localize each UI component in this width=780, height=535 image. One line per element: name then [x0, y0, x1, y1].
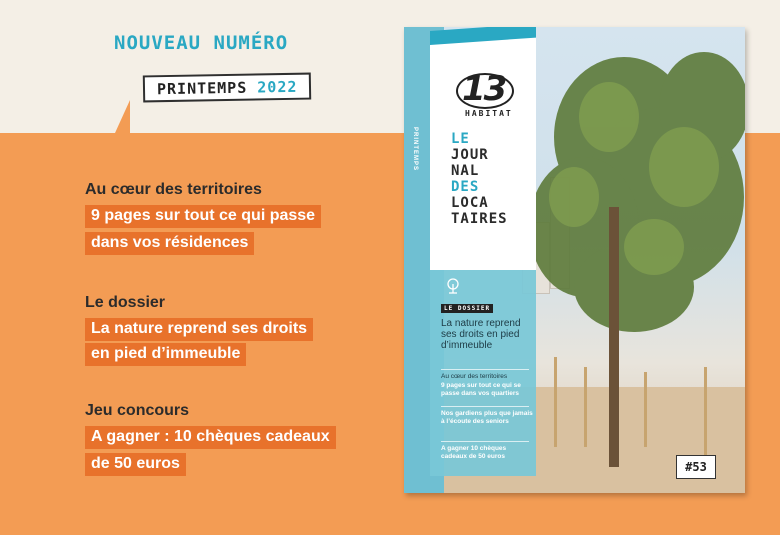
- divider: [441, 406, 529, 407]
- tree-icon: [446, 278, 460, 294]
- cover-item-heading: Au cœur des territoires: [441, 373, 508, 380]
- section-highlight-line: La nature reprend ses droits: [85, 318, 313, 341]
- section-territoires: [85, 181, 321, 259]
- habitat-logo: [462, 69, 505, 109]
- journal-title-line: TAIRES: [451, 211, 508, 227]
- section-highlight-line: dans vos résidences: [85, 232, 254, 255]
- cover-item-text: 9 pages sur tout ce qui se passe dans vos quartiers: [441, 382, 521, 397]
- magazine-cover: [404, 27, 745, 493]
- section-highlight-line: de 50 euros: [85, 453, 186, 476]
- tree-photo: [514, 47, 745, 387]
- section-concours: [85, 402, 336, 480]
- stake-image: [584, 367, 587, 447]
- stake-image: [554, 357, 557, 447]
- spine-label: PRINTEMPS: [412, 127, 418, 172]
- season-label: PRINTEMPS: [156, 78, 248, 99]
- journal-title-line: JOUR: [451, 147, 489, 163]
- logo-ring: [456, 73, 514, 109]
- cover-item-text: Nos gardiens plus que jamais à l’écoute des seniors: [441, 410, 533, 425]
- dossier-title: La nature reprend ses droits en pied d’immeuble: [441, 318, 521, 351]
- journal-title-line: NAL: [451, 163, 480, 179]
- journal-title: [451, 131, 508, 227]
- section-heading: Au cœur des territoires: [85, 181, 262, 198]
- season-label-box: [143, 73, 312, 103]
- stake-image: [644, 372, 647, 447]
- journal-title-line: LOCA: [451, 195, 489, 211]
- tree-trunk-image: [609, 207, 619, 467]
- logo-number: 13: [462, 69, 506, 109]
- section-heading: Jeu concours: [85, 402, 190, 419]
- section-highlight-line: 9 pages sur tout ce qui passe: [85, 205, 321, 228]
- dossier-label: LE DOSSIER: [441, 304, 493, 313]
- logo-word: HABITAT: [465, 109, 513, 118]
- year-label: 2022: [257, 77, 298, 97]
- section-highlight-line: A gagner : 10 chèques cadeaux: [85, 426, 336, 449]
- speech-bubble-tail: [115, 100, 130, 133]
- section-dossier: [85, 294, 313, 370]
- page-title: NOUVEAU NUMÉRO: [114, 32, 289, 54]
- divider: [441, 369, 529, 370]
- stake-image: [704, 367, 707, 457]
- divider: [441, 441, 529, 442]
- section-highlight-line: en pied d’immeuble: [85, 343, 246, 366]
- issue-number-badge: #53: [676, 455, 716, 479]
- section-heading: Le dossier: [85, 294, 166, 311]
- journal-title-line: LE: [451, 131, 470, 147]
- journal-title-line: DES: [451, 179, 480, 195]
- cover-item-text: A gagner 10 chèques cadeaux de 50 euros: [441, 445, 507, 460]
